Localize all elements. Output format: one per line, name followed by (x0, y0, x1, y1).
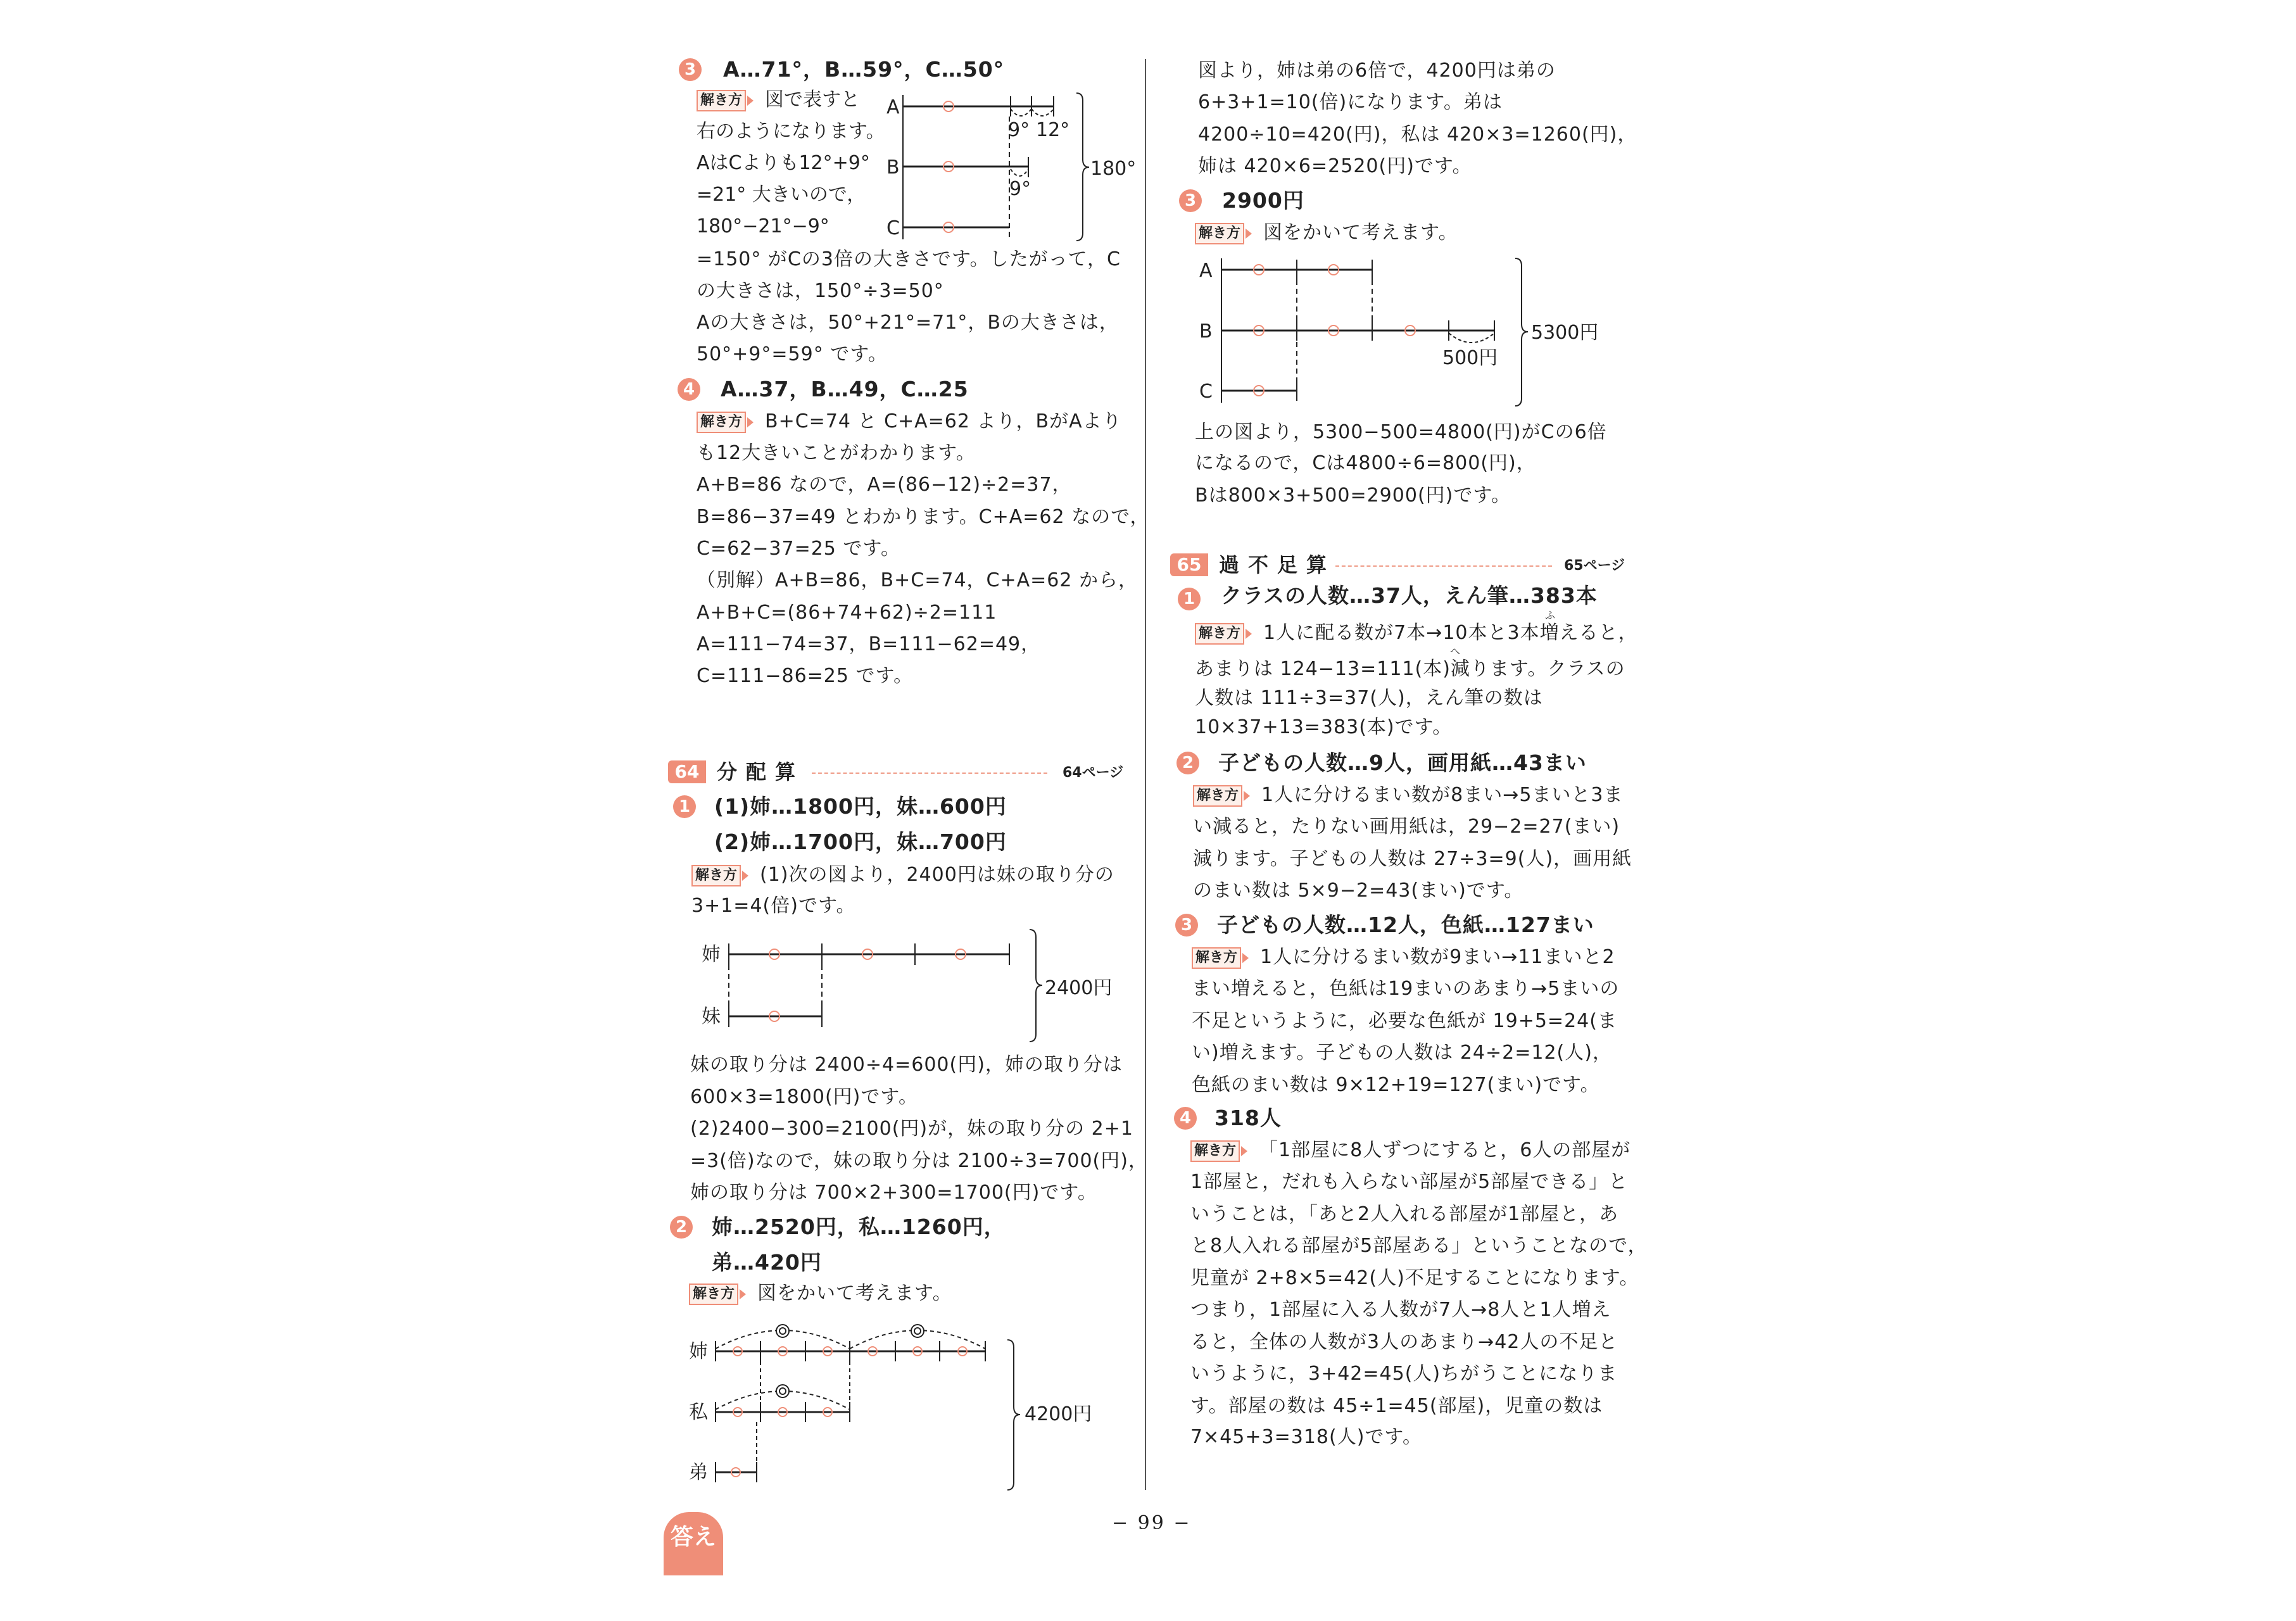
explanation-line: 解き方 (1)次の図より，2400円は妹の取り分の (691, 859, 1114, 891)
diagram-label: A (1199, 260, 1213, 282)
explanation-line: B=86−37=49 とわかります。C+A=62 なので， (697, 506, 1150, 528)
explanation-line: 不足というように，必要な色紙が 19+5=24(ま (1192, 1010, 1617, 1032)
explanation-line: い)増えます。子どもの人数は 24÷2=12(人)， (1192, 1042, 1612, 1064)
explanation-line: 解き方 図をかいて考えます。 (689, 1278, 952, 1309)
answer-text: 子どもの人数…12人，色紙…127まい (1217, 912, 1594, 937)
question-number-marker: 2 (1176, 752, 1199, 774)
question-number-marker: 1 (673, 795, 696, 818)
method-badge: 解き方 (1192, 947, 1241, 969)
diagram-label: 9° (1008, 119, 1030, 141)
section-page-ref: 65ページ (1564, 558, 1625, 574)
explanation-line: Bは800×3+500=2900(円)です。 (1195, 484, 1511, 507)
explanation-line: 姉の取り分は 700×2+300=1700(円)です。 (690, 1182, 1097, 1204)
arrow-icon (1241, 1146, 1247, 1156)
diagram-total-label: 4200円 (1025, 1403, 1092, 1425)
answer-text: 弟…420円 (712, 1250, 822, 1275)
explanation-line: 解き方 1人に分けるまい数が8まい→5まいと3ま (1193, 779, 1624, 811)
answer-text: クラスの人数…37人，えん筆…383本 (1221, 583, 1598, 608)
furigana: ふ (1545, 609, 1556, 621)
explanation-line: と8人入れる部屋が5部屋ある」ということなので， (1190, 1235, 1648, 1257)
diagram-label: B (886, 156, 900, 179)
explanation-line: =21° 大きいので， (697, 184, 866, 206)
diagram-label: 姉 (702, 943, 721, 966)
diagram-total-label: 180° (1090, 158, 1137, 180)
tape-diagram-sisters (729, 930, 1042, 1042)
page-number: − 99 − (1112, 1512, 1192, 1534)
explanation-line: 7×45+3=318(人)です。 (1190, 1426, 1423, 1448)
arrow-icon (1244, 791, 1250, 801)
question-number-marker: 4 (1174, 1107, 1197, 1130)
answer-text: 子どもの人数…9人，画用紙…43まい (1218, 750, 1587, 775)
explanation-line: 10×37+13=383(本)です。 (1195, 716, 1453, 738)
explanation-line: 右のようになります。 (697, 120, 885, 142)
arrow-icon (740, 1289, 746, 1299)
method-badge: 解き方 (689, 1284, 738, 1305)
diagram-label: 姉 (689, 1340, 708, 1363)
explanation-line: (2)2400−300=2100(円)が，妹の取り分の 2+1 (690, 1118, 1133, 1140)
explanation-line: （別解）A+B=86，B+C=74，C+A=62 から， (697, 569, 1138, 591)
explanation-line: 3+1=4(倍)です。 (691, 895, 856, 917)
answers-tab: 答え (664, 1512, 723, 1575)
explanation-line: のまい数は 5×9−2=43(まい)です。 (1193, 880, 1524, 902)
explanation-line: 4200÷10=420(円)，私は 420×3=1260(円)， (1198, 123, 1637, 146)
explanation-line: 姉は 420×6=2520(円)です。 (1198, 155, 1472, 177)
answer-text: A…71°，B…59°，C…50° (723, 57, 1005, 82)
explanation-line: 色紙のまい数は 9×12+19=127(まい)です。 (1192, 1074, 1600, 1096)
method-badge: 解き方 (1193, 785, 1242, 807)
explanation-line: 解き方 図をかいて考えます。 (1195, 217, 1458, 249)
question-number-marker: 4 (678, 378, 700, 401)
arrow-icon (1242, 953, 1249, 963)
explanation-line: の大きさは，150°÷3=50° (697, 280, 944, 302)
method-badge: 解き方 (1195, 223, 1244, 244)
diagram-label: A (886, 96, 900, 118)
diagram-label: 妹 (702, 1006, 721, 1028)
explanation-line: A+B=86 なので，A=(86−12)÷2=37， (697, 474, 1072, 496)
section-page-ref: 64ページ (1063, 765, 1124, 781)
answer-text: (1)姉…1800円，妹…600円 (714, 794, 1007, 819)
explanation-line: 600×3=1800(円)です。 (690, 1086, 918, 1108)
section-title: 過不足算 (1219, 553, 1336, 577)
question-number-marker: 1 (1178, 588, 1201, 610)
diagram-label: 500円 (1442, 347, 1498, 369)
explanation-line: ると，全体の人数が3人のあまり→42人の不足と (1190, 1331, 1618, 1353)
explanation-line: つまり，1部屋に入る人数が7人→8人と1人増え (1190, 1299, 1612, 1321)
explanation-line: まい増えると，色紙は19まいのあまり→5まいの (1192, 978, 1620, 1000)
arrow-icon (1246, 229, 1252, 239)
diagram-label: C (886, 217, 900, 239)
tape-diagram-money (1221, 258, 1528, 406)
arrow-icon (1246, 629, 1252, 639)
answer-text: A…37，B…49，C…25 (721, 377, 969, 401)
section-title: 分配算 (717, 760, 805, 784)
explanation-line: 妹の取り分は 2400÷4=600(円)，姉の取り分は (690, 1054, 1123, 1076)
question-number-marker: 3 (1175, 914, 1198, 937)
explanation-line: になるので，Cは4800÷6=800(円)， (1195, 452, 1536, 474)
explanation-line: 50°+9°=59° です。 (697, 343, 888, 365)
arrow-icon (747, 96, 754, 106)
explanation-line: 上の図より，5300−500=4800(円)がCの6倍 (1195, 421, 1607, 443)
diagram-total-label: 2400円 (1045, 977, 1113, 999)
diagram-total-label: 5300円 (1531, 322, 1599, 344)
tape-diagram-siblings (716, 1325, 1020, 1490)
column-divider (1145, 59, 1146, 1490)
section-number-badge: 64 (668, 760, 706, 783)
section-dashed-rule (1335, 565, 1552, 567)
arrow-icon (742, 871, 748, 881)
explanation-line: A=111−74=37，B=111−62=49， (697, 633, 1041, 655)
method-badge: 解き方 (691, 865, 741, 886)
explanation-line: い減ると，たりない画用紙は，29−2=27(まい) (1193, 816, 1620, 838)
question-number-marker: 2 (670, 1216, 693, 1239)
explanation-line: あまりは 124−13=111(本)減ります。クラスの (1195, 658, 1625, 680)
explanation-line: =150° がCの3倍の大きさです。したがって，C (697, 248, 1121, 270)
explanation-line: 6+3+1=10(倍)になります。弟は (1198, 91, 1503, 113)
furigana: へ (1450, 645, 1461, 657)
answer-text: 318人 (1214, 1106, 1282, 1130)
explanation-line: 図より，姉は弟の6倍で，4200円は弟の (1198, 60, 1556, 82)
explanation-line: 180°−21°−9° (697, 215, 829, 237)
explanation-line: 解き方 1人に分けるまい数が9まい→11まいと2 (1192, 942, 1615, 973)
explanation-line: C=111−86=25 です。 (697, 665, 914, 687)
method-badge: 解き方 (697, 90, 746, 111)
explanation-line: C=62−37=25 です。 (697, 538, 901, 560)
explanation-line: 解き方 1人に配る数が7本→10本と3本増えると， (1195, 621, 1638, 646)
explanation-line: いうことは，「あと2人入れる部屋が1部屋と，あ (1190, 1203, 1619, 1225)
explanation-line: 解き方 図で表すと (697, 84, 860, 116)
explanation-line: 減ります。子どもの人数は 27÷3=9(人)，画用紙 (1193, 848, 1632, 870)
answer-text: (2)姉…1700円，妹…700円 (714, 829, 1007, 854)
explanation-line: Aの大きさは，50°+21°=71°，Bの大きさは， (697, 312, 1119, 334)
explanation-line: いうように，3+42=45(人)ちがうことになりま (1190, 1363, 1618, 1385)
question-number-marker: 3 (1179, 189, 1202, 212)
diagram-label: C (1199, 381, 1213, 403)
method-badge: 解き方 (1190, 1140, 1240, 1162)
explanation-line: AはCよりも12°+9° (697, 152, 870, 174)
question-number-marker: 3 (679, 58, 702, 81)
explanation-line: 人数は 111÷3=37(人)，えん筆の数は (1195, 687, 1543, 709)
explanation-line: 解き方 「1部屋に8人ずつにすると，6人の部屋が (1190, 1135, 1631, 1166)
explanation-line: 1部屋と，だれも入らない部屋が5部屋できる」と (1190, 1171, 1629, 1193)
diagram-label: 12° (1036, 119, 1070, 141)
diagram-label: B (1199, 320, 1213, 343)
diagram-label: 弟 (689, 1461, 708, 1484)
tape-diagram-angles (903, 93, 1089, 241)
method-badge: 解き方 (1195, 623, 1244, 645)
answer-text: 2900円 (1222, 188, 1304, 213)
explanation-line: も12大きいことがわかります。 (697, 442, 976, 464)
answer-text: 姉…2520円，私…1260円， (712, 1214, 1006, 1239)
explanation-line: 児童が 2+8×5=42(人)不足することになります。 (1190, 1267, 1639, 1289)
section-dashed-rule (812, 773, 1047, 774)
explanation-line: A+B+C=(86+74+62)÷2=111 (697, 602, 997, 624)
diagram-label: 私 (689, 1401, 708, 1423)
explanation-line: す。部屋の数は 45÷1=45(部屋)，児童の数は (1190, 1395, 1603, 1417)
explanation-line: =3(倍)なので，妹の取り分は 2100÷3=700(円)， (690, 1150, 1148, 1172)
explanation-line: 解き方 B+C=74 と C+A=62 より，BがAより (697, 406, 1122, 438)
method-badge: 解き方 (697, 412, 746, 433)
diagram-label: 9° (1009, 178, 1031, 200)
arrow-icon (747, 417, 754, 427)
section-number-badge: 65 (1170, 553, 1208, 576)
